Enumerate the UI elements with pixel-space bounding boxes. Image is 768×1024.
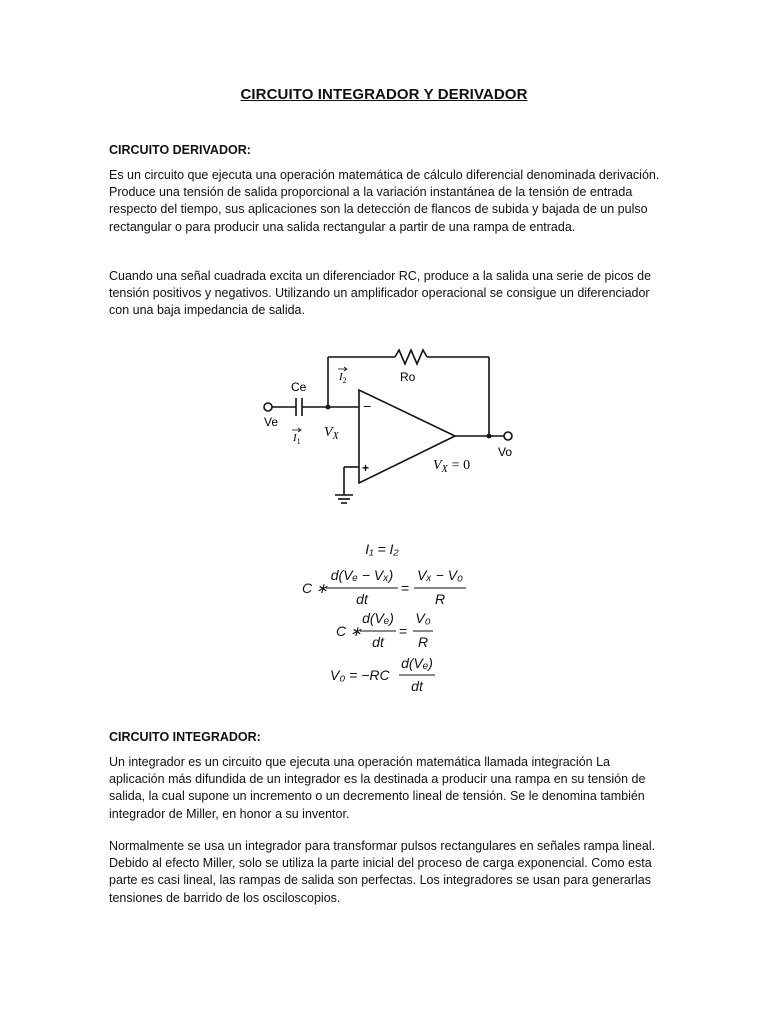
section-heading-derivador: CIRCUITO DERIVADOR: <box>109 143 251 157</box>
label-vx-right: V <box>433 458 442 473</box>
paragraph-integrador-1: Un integrador es un circuito que ejecuta una operación matemática llamada integración La aplicación más difundida de un integrador es la destinada a producir una rampa en su tensión de salida, la cual supone un incremento o un decremento lineal de tensión. Se le denomina también integrador de Miller, en honor a su inventor. <box>109 755 646 821</box>
paragraph-derivador-2: Cuando una señal cuadrada excita un diferenciador RC, produce a la salida una serie de picos de tensión positivos y negativos. Utilizando un amplificador operacional se consigue un diferenciador con una baja impedancia de salida. <box>109 269 652 318</box>
op-amp-plus-sign: + <box>362 461 370 475</box>
label-i2-subscript: 2 <box>342 376 347 385</box>
svg-text:I1 <box>292 432 301 446</box>
equation-3-lhs: C ∗ <box>336 623 362 639</box>
junction-node-input <box>326 405 331 410</box>
label-i1: I <box>293 432 297 444</box>
svg-text:VX <box>324 425 340 442</box>
label-i2: I <box>339 371 343 383</box>
equation-2-equals: = <box>401 580 410 596</box>
equations-block <box>280 532 500 702</box>
paragraph-integrador-2: Normalmente se usa un integrador para transformar pulsos rectangulares en señales rampa lineal. Debido al efecto Miller, solo se utiliza la parte inicial del proceso de carga exponencial. Como esta parte es casi lineal, las rampas de salida son perfectas. Los integradores se usan para generarlas tensiones de barrido de los osciloscopios. <box>109 839 656 905</box>
label-ve: Ve <box>264 415 279 429</box>
equation-2-lhs: C ∗ <box>302 580 328 596</box>
equation-4-lhs: V₀ = −RC <box>330 667 390 683</box>
resistor-ro <box>395 350 427 364</box>
page-title: CIRCUITO INTEGRADOR Y DERIVADOR <box>240 86 528 103</box>
equation-3-rhs-numerator: V₀ <box>415 610 431 626</box>
label-vx-subscript: X <box>332 431 339 442</box>
input-terminal <box>264 403 272 411</box>
equation-2-denominator: dt <box>356 591 368 607</box>
equation-3-numerator: d(Vₑ) <box>362 610 394 626</box>
label-ro: Ro <box>400 370 416 384</box>
label-vx-right-subscript: X <box>441 464 448 475</box>
output-terminal <box>504 432 512 440</box>
equation-2-numerator: d(Vₑ − Vₓ) <box>330 567 394 583</box>
label-i1-subscript: 1 <box>296 437 301 446</box>
section-heading-integrador: CIRCUITO INTEGRADOR: <box>109 730 261 744</box>
equation-2-rhs-numerator: Vₓ − V₀ <box>417 567 463 583</box>
equation-3-rhs-denominator: R <box>417 634 429 650</box>
svg-text:I2 <box>338 371 347 385</box>
svg-text:VX= 0 <box>433 458 470 475</box>
equation-2-rhs-denominator: R <box>434 591 446 607</box>
equation-3-denominator: dt <box>372 634 384 650</box>
label-vx-equals-zero: = 0 <box>451 458 471 473</box>
label-vx: V <box>324 425 333 440</box>
paragraph-derivador-1: Es un circuito que ejecuta una operación matemática de cálculo diferencial denominada derivación. Produce una tensión de salida proporcional a la variación instantánea de la tensión de entrada respecto del tiempo, sus aplicaciones son la detección de flancos de subida y bajada de un pulso rectangular o para producir una salida rectangular a partir de una rampa de entrada. <box>109 168 660 234</box>
junction-node-output <box>487 434 492 439</box>
label-ce: Ce <box>291 380 307 394</box>
equation-4-numerator: d(Vₑ) <box>401 655 433 671</box>
equation-4-denominator: dt <box>411 678 423 694</box>
equation-3-equals: = <box>399 623 408 639</box>
equation-1: I₁ = I₂ <box>365 541 399 557</box>
label-vo: Vo <box>498 445 513 459</box>
op-amp-minus-sign: − <box>363 398 372 414</box>
differentiator-circuit-diagram <box>255 345 525 515</box>
